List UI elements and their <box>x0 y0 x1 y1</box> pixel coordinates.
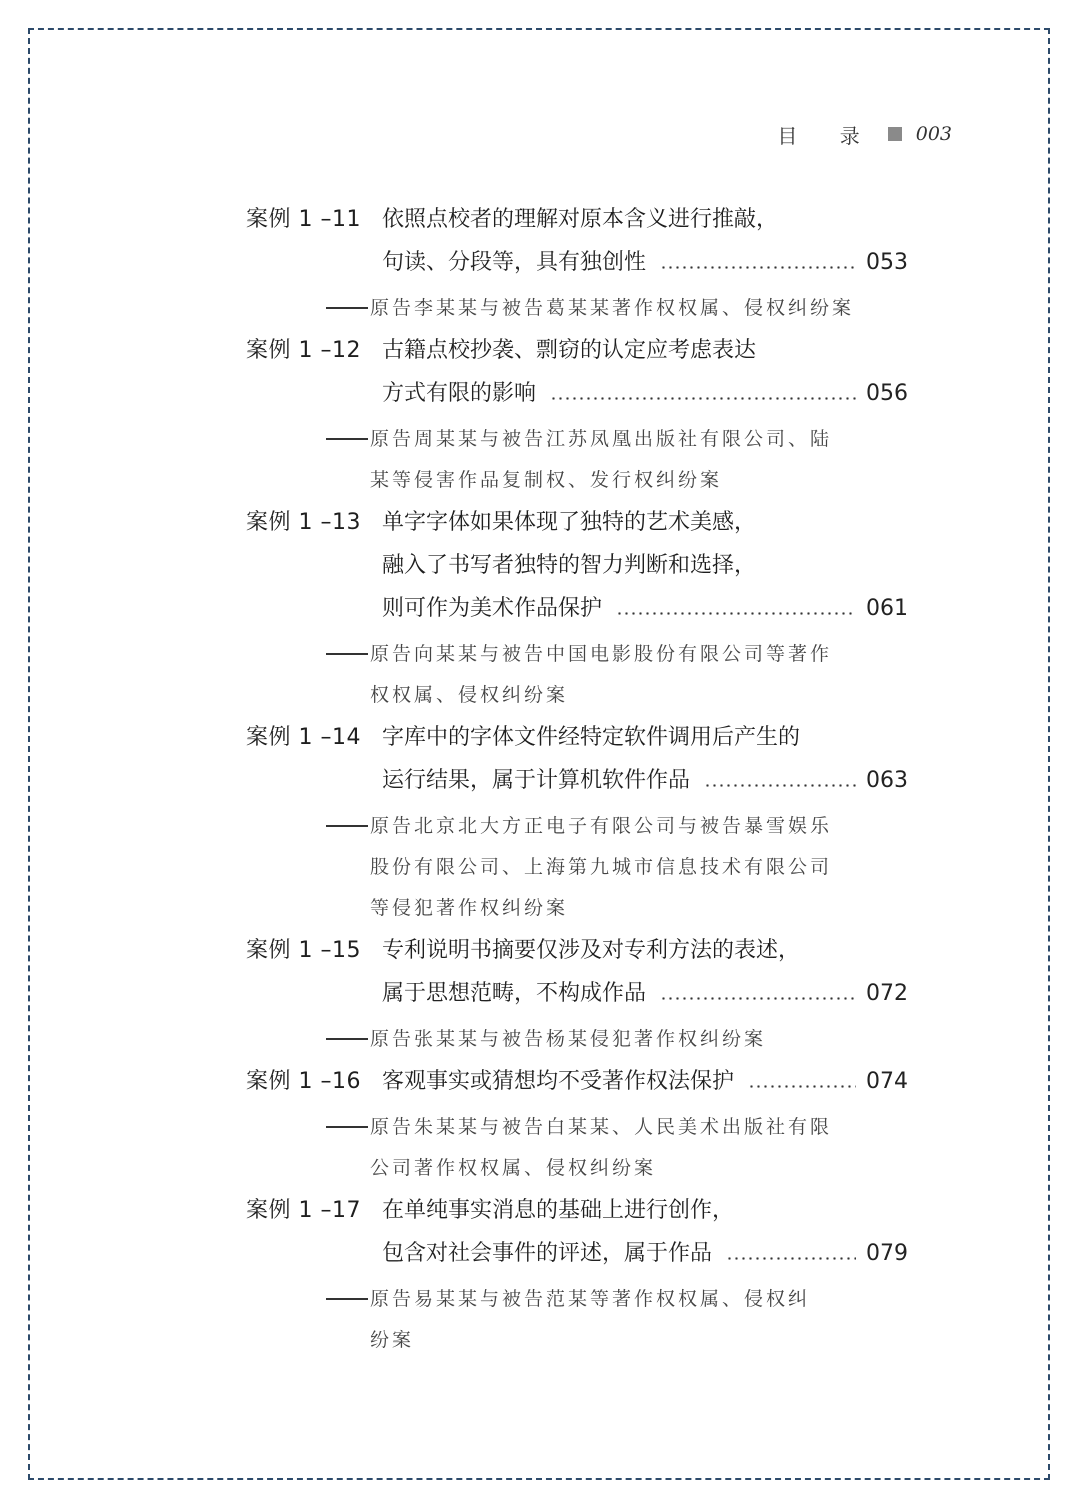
em-dash <box>326 307 368 309</box>
case-title-text: 客观事实或猜想均不受著作权法保护 <box>382 1069 735 1094</box>
case-label: 案例 1 –14 <box>246 725 361 750</box>
case-title-last-line <box>382 1234 908 1274</box>
case-label: 案例 1 –17 <box>246 1198 361 1223</box>
em-dash <box>326 438 368 440</box>
case-label: 案例 1 –16 <box>246 1069 361 1094</box>
case-title-line: 专利说明书摘要仅涉及对专利方法的表述， <box>382 938 801 963</box>
case-title-last-line <box>382 1062 908 1102</box>
case-parties-line: 纷案 <box>370 1329 415 1351</box>
dot-leader <box>616 612 856 615</box>
case-parties-line: 原告张某某与被告杨某侵犯著作权纠纷案 <box>370 1028 767 1050</box>
case-title-text: 包含对社会事件的评述，属于作品 <box>382 1241 713 1266</box>
case-label: 案例 1 –11 <box>246 207 361 232</box>
dot-leader <box>660 997 856 1000</box>
dot-leader <box>550 397 856 400</box>
case-label: 案例 1 –15 <box>246 938 361 963</box>
dot-leader <box>726 1257 856 1260</box>
page-number: 053 <box>866 250 908 275</box>
case-parties-line: 某等侵害作品复制权、发行权纠纷案 <box>370 469 723 491</box>
case-title-text: 运行结果，属于计算机软件作品 <box>382 768 691 793</box>
case-label: 案例 1 –12 <box>246 338 361 363</box>
case-parties-line: 原告易某某与被告范某等著作权权属、侵权纠 <box>370 1288 811 1310</box>
em-dash <box>326 1126 368 1128</box>
case-parties-line: 原告向某某与被告中国电影股份有限公司等著作 <box>370 643 833 665</box>
em-dash <box>326 825 368 827</box>
case-title-line: 在单纯事实消息的基础上进行创作， <box>382 1198 735 1223</box>
page-number: 072 <box>866 981 908 1006</box>
page-number: 063 <box>866 768 908 793</box>
case-title-text: 属于思想范畴，不构成作品 <box>382 981 647 1006</box>
em-dash <box>326 1298 368 1300</box>
case-title-last-line <box>382 974 908 1014</box>
case-title-line: 字库中的字体文件经特定软件调用后产生的 <box>382 725 801 750</box>
case-title-text: 句读、分段等，具有独创性 <box>382 250 647 275</box>
page-number: 074 <box>866 1069 908 1094</box>
dot-leader <box>704 784 856 787</box>
case-parties-line: 原告李某某与被告葛某某著作权权属、侵权纠纷案 <box>370 297 855 319</box>
header-page-number: 003 <box>915 123 952 145</box>
header-title: 目 录 <box>777 123 878 148</box>
case-title-last-line <box>382 761 908 801</box>
case-parties-line: 原告朱某某与被告白某某、人民美术出版社有限 <box>370 1116 833 1138</box>
em-dash <box>326 1038 368 1040</box>
case-title-last-line <box>382 374 908 414</box>
em-dash <box>326 653 368 655</box>
case-title-text: 方式有限的影响 <box>382 381 537 406</box>
dot-leader <box>748 1085 856 1088</box>
case-parties-line: 公司著作权权属、侵权纠纷案 <box>370 1157 657 1179</box>
case-parties-line: 原告北京北大方正电子有限公司与被告暴雪娱乐 <box>370 815 833 837</box>
case-title-last-line <box>382 243 908 283</box>
case-title-line: 依照点校者的理解对原本含义进行推敲， <box>382 207 779 232</box>
page-number: 056 <box>866 381 908 406</box>
running-header <box>777 118 952 150</box>
case-title-line: 融入了书写者独特的智力判断和选择， <box>382 553 757 578</box>
case-title-text: 则可作为美术作品保护 <box>382 596 603 621</box>
case-title-line: 古籍点校抄袭、剽窃的认定应考虑表达 <box>382 338 757 363</box>
page-number: 079 <box>866 1241 908 1266</box>
case-parties-line: 等侵犯著作权纠纷案 <box>370 897 569 919</box>
case-parties-line: 股份有限公司、上海第九城市信息技术有限公司 <box>370 856 833 878</box>
header-square-icon <box>888 127 902 141</box>
dot-leader <box>660 266 856 269</box>
case-parties-line: 权权属、侵权纠纷案 <box>370 684 569 706</box>
case-label: 案例 1 –13 <box>246 510 361 535</box>
case-parties-line: 原告周某某与被告江苏凤凰出版社有限公司、陆 <box>370 428 833 450</box>
case-title-last-line <box>382 589 908 629</box>
case-title-line: 单字字体如果体现了独特的艺术美感， <box>382 510 757 535</box>
page-number: 061 <box>866 596 908 621</box>
